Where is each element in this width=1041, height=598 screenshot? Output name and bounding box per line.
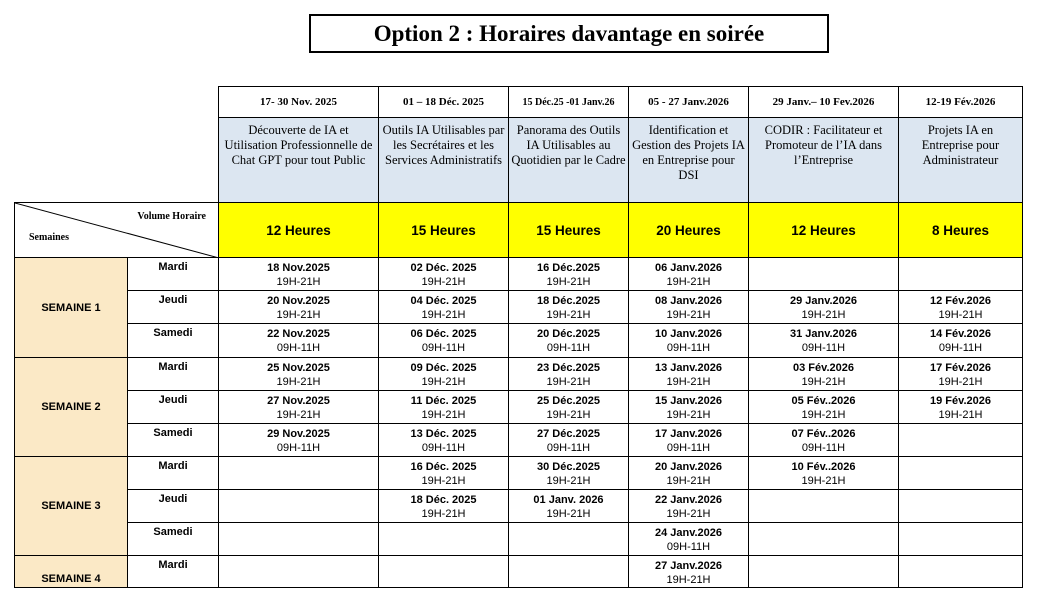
schedule-row: [15, 391, 1023, 424]
session-time: 09H-11H: [421, 442, 466, 454]
empty-session-cell: [899, 556, 1023, 588]
session-date: 10 Janv.2026: [654, 328, 723, 340]
empty-session-cell: [749, 258, 899, 291]
session-cell: [899, 358, 1023, 391]
empty-session-cell: [509, 523, 629, 556]
session-time: 09H-11H: [666, 342, 711, 354]
session-time: 19H-21H: [276, 376, 321, 388]
session-date: 14 Fév.2026: [930, 328, 991, 340]
session-cell: [219, 291, 379, 324]
empty-session-cell: [899, 424, 1023, 457]
session-cell: [749, 358, 899, 391]
session-cell: [629, 258, 749, 291]
session-cell: [749, 391, 899, 424]
session-cell: [509, 324, 629, 358]
day-label: Samedi: [128, 424, 219, 457]
day-label: Mardi: [128, 457, 219, 490]
session-time: 19H-21H: [276, 309, 321, 321]
session-date: 16 Déc.2025: [537, 262, 600, 274]
module-title: Projets IA en Entreprise pour Administrateur: [899, 118, 1023, 203]
session-date: 16 Déc. 2025: [410, 461, 477, 473]
volume-value: 15 Heures: [509, 203, 629, 258]
diagonal-header-cell: [15, 203, 219, 258]
module-title: Découverte de IA et Utilisation Professionnelle de Chat GPT pour tout Public: [219, 118, 379, 203]
session-cell: [629, 358, 749, 391]
day-label: Jeudi: [128, 391, 219, 424]
session-time: 19H-21H: [938, 376, 983, 388]
session-cell: [379, 258, 509, 291]
session-cell: [629, 490, 749, 523]
schedule-row: [15, 556, 1023, 588]
week-label: SEMAINE 2: [15, 358, 128, 457]
session-date: 07 Fév..2026: [791, 428, 856, 440]
period-header: 05 - 27 Janv.2026: [629, 87, 749, 118]
session-date: 31 Janv.2026: [789, 328, 858, 340]
session-date: 03 Fév.2026: [793, 362, 854, 374]
module-title: Panorama des Outils IA Utilisables au Quotidien par le Cadre: [509, 118, 629, 203]
session-date: 18 Nov.2025: [267, 262, 330, 274]
session-cell: [899, 291, 1023, 324]
session-cell: [509, 490, 629, 523]
session-time: 19H-21H: [666, 574, 711, 586]
session-date: 30 Déc.2025: [537, 461, 600, 473]
session-time: 19H-21H: [421, 508, 466, 520]
schedule-row: [15, 258, 1023, 291]
session-time: 19H-21H: [276, 276, 321, 288]
session-date: 15 Janv.2026: [654, 395, 723, 407]
session-date: 12 Fév.2026: [930, 295, 991, 307]
period-header-row: [15, 87, 1023, 118]
session-date: 19 Fév.2026: [930, 395, 991, 407]
session-date: 06 Janv.2026: [654, 262, 723, 274]
period-header: 29 Janv.– 10 Fev.2026: [749, 87, 899, 118]
empty-session-cell: [899, 457, 1023, 490]
period-header: 12-19 Fév.2026: [899, 87, 1023, 118]
schedule-row: [15, 358, 1023, 391]
session-time: 19H-21H: [546, 376, 591, 388]
session-time: 09H-11H: [276, 442, 321, 454]
session-time: 19H-21H: [938, 409, 983, 421]
session-time: 19H-21H: [421, 376, 466, 388]
session-cell: [629, 457, 749, 490]
session-date: 23 Déc.2025: [537, 362, 600, 374]
empty-session-cell: [749, 556, 899, 588]
session-cell: [219, 424, 379, 457]
week-label: SEMAINE 1: [15, 258, 128, 358]
day-label: Samedi: [128, 523, 219, 556]
session-date: 27 Janv.2026: [654, 560, 723, 572]
empty-session-cell: [379, 523, 509, 556]
module-title: Outils IA Utilisables par les Secrétaires et les Services Administratifs: [379, 118, 509, 203]
session-cell: [509, 424, 629, 457]
session-time: 19H-21H: [801, 475, 846, 487]
session-time: 19H-21H: [666, 409, 711, 421]
session-time: 09H-11H: [276, 342, 321, 354]
day-label: Jeudi: [128, 291, 219, 324]
schedule-row: [15, 324, 1023, 358]
session-cell: [749, 291, 899, 324]
session-time: 19H-21H: [421, 276, 466, 288]
empty-session-cell: [219, 556, 379, 588]
session-cell: [379, 490, 509, 523]
period-header: 15 Déc.25 -01 Janv.26: [509, 87, 629, 118]
module-title: Identification et Gestion des Projets IA en Entreprise pour DSI: [629, 118, 749, 203]
empty-session-cell: [749, 490, 899, 523]
session-date: 25 Nov.2025: [267, 362, 330, 374]
volume-value: 12 Heures: [749, 203, 899, 258]
session-time: 19H-21H: [546, 276, 591, 288]
session-date: 27 Déc.2025: [537, 428, 600, 440]
empty-corner: [15, 118, 219, 203]
session-date: 20 Janv.2026: [654, 461, 723, 473]
empty-session-cell: [219, 457, 379, 490]
session-time: 09H-11H: [801, 342, 846, 354]
session-cell: [219, 358, 379, 391]
session-time: 19H-21H: [546, 508, 591, 520]
session-time: 09H-11H: [666, 541, 711, 553]
session-date: 13 Janv.2026: [654, 362, 723, 374]
semaines-label: Semaines: [29, 232, 69, 243]
session-cell: [509, 391, 629, 424]
day-label: Mardi: [128, 556, 219, 588]
session-cell: [899, 324, 1023, 358]
session-date: 18 Déc.2025: [537, 295, 600, 307]
schedule-row: [15, 457, 1023, 490]
period-header: 17- 30 Nov. 2025: [219, 87, 379, 118]
day-label: Jeudi: [128, 490, 219, 523]
session-cell: [509, 291, 629, 324]
session-date: 25 Déc.2025: [537, 395, 600, 407]
empty-session-cell: [899, 523, 1023, 556]
session-time: 09H-11H: [546, 342, 591, 354]
schedule-row: [15, 523, 1023, 556]
session-date: 08 Janv.2026: [654, 295, 723, 307]
session-time: 19H-21H: [801, 309, 846, 321]
session-date: 02 Déc. 2025: [410, 262, 477, 274]
session-time: 19H-21H: [421, 475, 466, 487]
session-date: 29 Nov.2025: [267, 428, 330, 440]
week-label: SEMAINE 3: [15, 457, 128, 556]
session-date: 05 Fév..2026: [791, 395, 856, 407]
session-cell: [509, 358, 629, 391]
session-cell: [219, 258, 379, 291]
day-label: Samedi: [128, 324, 219, 358]
session-cell: [379, 291, 509, 324]
session-time: 19H-21H: [546, 409, 591, 421]
session-time: 19H-21H: [421, 309, 466, 321]
day-label: Mardi: [128, 258, 219, 291]
volume-value: 12 Heures: [219, 203, 379, 258]
session-time: 19H-21H: [666, 376, 711, 388]
session-date: 20 Déc.2025: [537, 328, 600, 340]
session-cell: [629, 424, 749, 457]
session-time: 19H-21H: [421, 409, 466, 421]
week-label: SEMAINE 4: [15, 556, 128, 588]
schedule-table: [14, 86, 1023, 588]
session-time: 19H-21H: [666, 309, 711, 321]
empty-session-cell: [219, 523, 379, 556]
schedule-row: [15, 424, 1023, 457]
session-cell: [629, 523, 749, 556]
schedule-row: [15, 490, 1023, 523]
volume-horaire-label: Volume Horaire: [137, 211, 206, 222]
session-date: 11 Déc. 2025: [410, 395, 477, 407]
empty-session-cell: [749, 523, 899, 556]
session-time: 19H-21H: [546, 475, 591, 487]
session-date: 18 Déc. 2025: [410, 494, 477, 506]
session-date: 17 Fév.2026: [930, 362, 991, 374]
empty-session-cell: [509, 556, 629, 588]
session-date: 22 Janv.2026: [654, 494, 723, 506]
volume-value: 8 Heures: [899, 203, 1023, 258]
day-label: Mardi: [128, 358, 219, 391]
session-time: 19H-21H: [276, 409, 321, 421]
session-date: 20 Nov.2025: [267, 295, 330, 307]
session-cell: [629, 391, 749, 424]
page-title: Option 2 : Horaires davantage en soirée: [309, 14, 829, 53]
session-cell: [749, 424, 899, 457]
session-cell: [219, 324, 379, 358]
session-cell: [629, 556, 749, 588]
session-date: 13 Déc. 2025: [410, 428, 477, 440]
session-time: 19H-21H: [801, 376, 846, 388]
session-date: 29 Janv.2026: [789, 295, 858, 307]
session-time: 09H-11H: [421, 342, 466, 354]
empty-session-cell: [379, 556, 509, 588]
session-cell: [509, 457, 629, 490]
module-title: CODIR : Facilitateur et Promoteur de l’IA dans l’Entreprise: [749, 118, 899, 203]
session-time: 19H-21H: [666, 475, 711, 487]
session-cell: [219, 391, 379, 424]
schedule-row: [15, 291, 1023, 324]
session-cell: [629, 291, 749, 324]
session-time: 19H-21H: [801, 409, 846, 421]
volume-value: 20 Heures: [629, 203, 749, 258]
volume-value: 15 Heures: [379, 203, 509, 258]
session-time: 09H-11H: [666, 442, 711, 454]
session-cell: [749, 457, 899, 490]
session-date: 17 Janv.2026: [654, 428, 723, 440]
session-cell: [379, 391, 509, 424]
session-date: 06 Déc. 2025: [410, 328, 477, 340]
session-time: 19H-21H: [666, 276, 711, 288]
session-cell: [899, 391, 1023, 424]
session-time: 19H-21H: [938, 309, 983, 321]
session-cell: [379, 324, 509, 358]
session-date: 04 Déc. 2025: [410, 295, 477, 307]
volume-row: [15, 203, 1023, 258]
session-cell: [379, 457, 509, 490]
empty-session-cell: [219, 490, 379, 523]
session-cell: [749, 324, 899, 358]
empty-session-cell: [899, 258, 1023, 291]
session-time: 09H-11H: [546, 442, 591, 454]
session-date: 09 Déc. 2025: [410, 362, 477, 374]
session-cell: [629, 324, 749, 358]
session-cell: [379, 358, 509, 391]
session-date: 27 Nov.2025: [267, 395, 330, 407]
empty-corner: [15, 87, 219, 118]
session-cell: [379, 424, 509, 457]
period-header: 01 – 18 Déc. 2025: [379, 87, 509, 118]
session-time: 09H-11H: [801, 442, 846, 454]
session-date: 24 Janv.2026: [654, 527, 723, 539]
empty-session-cell: [899, 490, 1023, 523]
session-date: 10 Fév..2026: [791, 461, 856, 473]
session-time: 19H-21H: [546, 309, 591, 321]
session-time: 09H-11H: [938, 342, 983, 354]
session-cell: [509, 258, 629, 291]
module-row: [15, 118, 1023, 203]
session-date: 22 Nov.2025: [267, 328, 330, 340]
session-time: 19H-21H: [666, 508, 711, 520]
session-date: 01 Janv. 2026: [533, 494, 604, 506]
